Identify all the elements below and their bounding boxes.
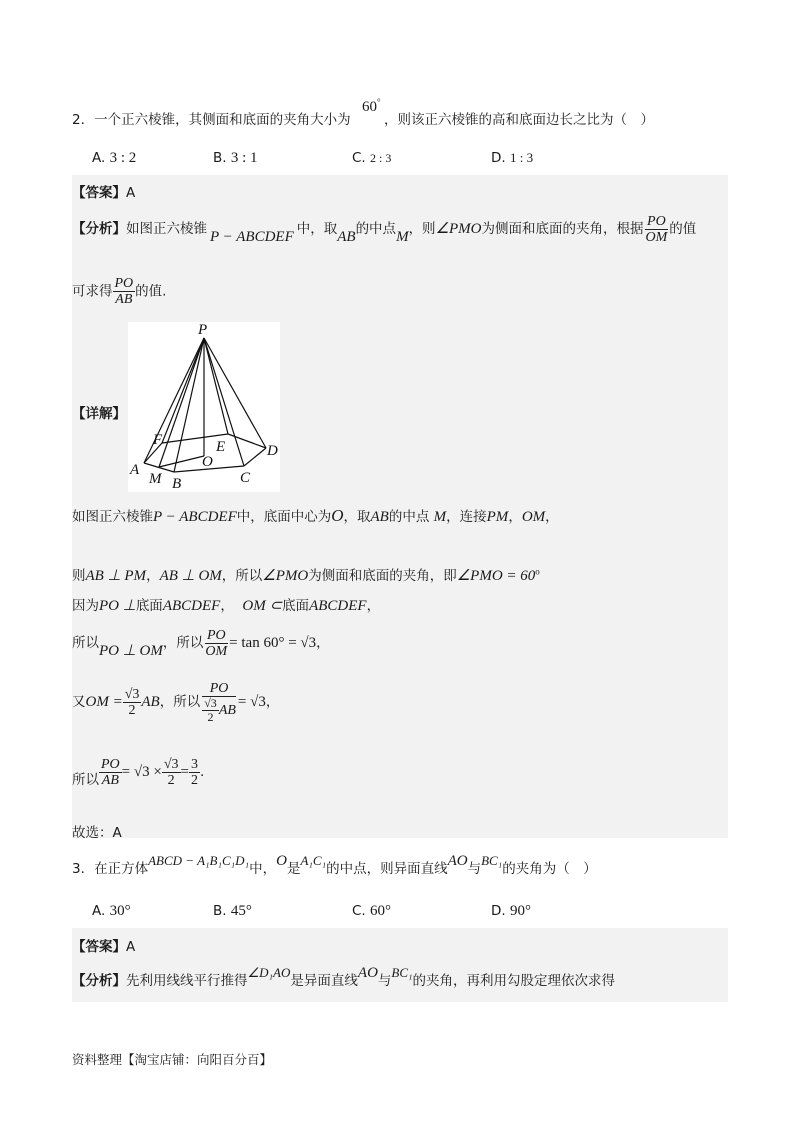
q2-choice: 故选：A xyxy=(72,825,122,841)
q2-detail-line4: 所以PO ⊥ OM，所以 $\frac{PO}{OM}$ = tan 60° = √3， xyxy=(72,627,330,659)
label-M: M xyxy=(149,471,162,487)
frac-po-om: $\frac{PO}{OM}$ xyxy=(645,213,668,245)
q2-answer: 【答案】A xyxy=(72,185,136,201)
q2-detail-line3: 因为PO ⊥底面ABCDEF， OM ⊂底面ABCDEF， xyxy=(72,598,381,614)
q3-option-a[interactable]: A. 30° xyxy=(92,903,131,919)
q2-detail-line2: 则AB ⊥ PM，AB ⊥ OM，所以∠PMO为侧面和底面的夹角，即∠PMO = $60^o$ xyxy=(72,566,540,584)
hexagonal-pyramid-figure xyxy=(128,320,280,492)
page-footer: 资料整理【淘宝店铺：向阳百分百】 xyxy=(72,1052,273,1067)
q3-option-d[interactable]: D. 90° xyxy=(491,903,531,919)
q2-option-a[interactable]: A. 3 : 2 xyxy=(92,150,137,166)
q2-analysis-line1: 【分析】如图正六棱锥 P − ABCDEF 中，取AB的中点M，则∠PMO为侧面和底面的夹角，根据 $\frac{PO}{OM}$ 的值 xyxy=(72,213,697,245)
label-F: F xyxy=(153,432,163,448)
q2-stem-a: 一个正六棱锥，其侧面和底面的夹角大小为 xyxy=(94,112,351,128)
label-P: P xyxy=(198,322,208,338)
nested-fraction: PO $\frac{√3}{2}$ AB xyxy=(200,681,238,724)
label-A: A xyxy=(130,462,140,478)
q3-analysis: 【分析】先利用线线平行推得∠D₁AO是异面直线AO与BC₁的夹角，再利用勾股定理依次求得 xyxy=(72,965,616,989)
q2-option-d[interactable]: D. 1 : 3 xyxy=(491,150,534,166)
q2-option-b[interactable]: B. 3 : 1 xyxy=(213,150,258,166)
label-E: E xyxy=(216,439,226,455)
q2-analysis-line2: 可求得 $\frac{PO}{AB}$ 的值. xyxy=(72,276,167,307)
q2-detail-line1: 如图正六棱锥P − ABCDEF中，底面中心为O，取AB的中点 M，连接PM，OM， xyxy=(72,506,559,525)
frac-po-ab: $\frac{PO}{AB}$ xyxy=(114,276,134,307)
q2-stem xyxy=(72,108,351,128)
q3-option-b[interactable]: B. 45° xyxy=(213,903,252,919)
q2-detail-line6: 所以 $\frac{PO}{AB}$ = √3 × $\frac{√3}{2}$ = $\frac{3}{2}$ . xyxy=(72,756,205,788)
q2-stem-b: ，则该正六棱锥的高和底面边长之比为（ ） xyxy=(384,112,654,128)
q2-number: 2． xyxy=(72,112,95,128)
q3-option-c[interactable]: C. 60° xyxy=(352,903,392,919)
label-O: O xyxy=(202,454,213,470)
q2-angle: 60° xyxy=(362,97,381,115)
q2-detail-label: 【详解】 xyxy=(72,406,126,422)
q2-detail-line5: 又OM = $\frac{√3}{2}$ AB，所以 PO $\frac{√3}{2}$ AB = √3， xyxy=(72,680,280,724)
q3-answer: 【答案】A xyxy=(72,939,136,955)
q2-option-c[interactable]: C. 2 : 3 xyxy=(352,150,392,166)
q3-stem: 3．在正方体ABCD − A₁B₁C₁D₁中，O是A₁C₁的中点，则异面直线AO与BC₁的夹角为（ ） xyxy=(72,853,597,877)
label-B: B xyxy=(172,476,182,492)
label-D: D xyxy=(267,443,278,459)
label-C: C xyxy=(240,470,251,486)
